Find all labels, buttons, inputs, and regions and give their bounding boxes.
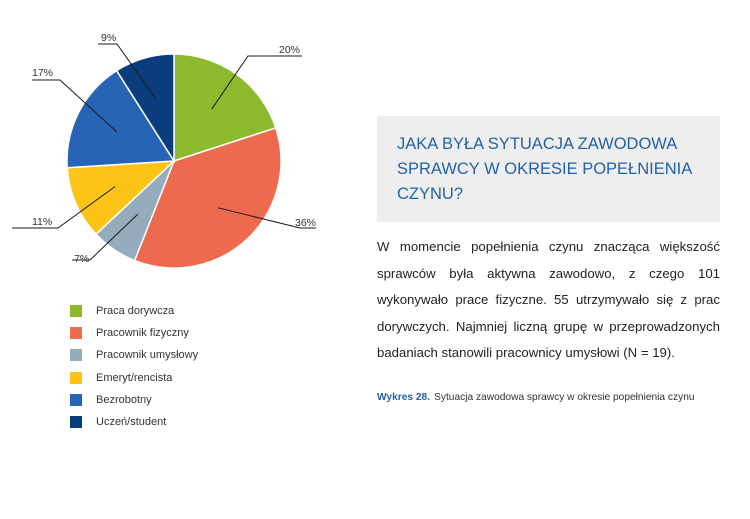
legend-item: [70, 300, 198, 322]
legend-swatch: [70, 327, 82, 339]
legend-swatch: [70, 372, 82, 384]
legend-label: Emeryt/rencista: [96, 371, 173, 384]
slice-value-label: 11%: [32, 216, 53, 228]
legend-swatch: [70, 394, 82, 406]
figure-number: Wykres 28.: [377, 392, 431, 403]
slice-value-label: 9%: [101, 32, 117, 44]
legend-label: Uczeń/student: [96, 416, 167, 429]
legend-item: [70, 344, 198, 366]
section-heading: JAKA BYŁA SYTUACJA ZAWODOWA SPRAWCY W OKRESIE POPEŁNIENIA CZYNU?: [397, 135, 692, 203]
legend-label: Pracownik umysłowy: [96, 349, 199, 362]
pie-chart: [0, 0, 340, 290]
legend-item: [70, 389, 198, 411]
slice-value-label: 36%: [294, 217, 316, 229]
slice-value-label: 17%: [32, 67, 54, 79]
legend-item: [70, 367, 198, 389]
legend-item: [70, 411, 198, 433]
slice-value-label: 7%: [74, 253, 90, 265]
chart-legend: [70, 300, 198, 433]
legend-label: Praca dorywcza: [96, 305, 175, 318]
slice-value-label: 20%: [278, 44, 300, 56]
body-paragraph: W momencie popełnienia czynu znacząca większość sprawców była aktywna zawodowo, z czego 101 wykonywało prace fizyczne. 55 utrzymywało się z prac dorywczych. Najmniej liczną grupę w przeprowadzonych badaniach stanowili pracownicy umysłowi (N = 19).: [377, 239, 720, 360]
legend-swatch: [70, 349, 82, 361]
section-heading-box: [377, 116, 720, 222]
legend-label: Pracownik fizyczny: [96, 327, 189, 340]
legend-label: Bezrobotny: [96, 393, 152, 406]
legend-swatch: [70, 305, 82, 317]
legend-item: [70, 322, 198, 344]
figure-caption-text: Sytuacja zawodowa sprawcy w okresie popełnienia czynu: [434, 392, 695, 403]
figure-caption: [377, 390, 720, 405]
legend-swatch: [70, 416, 82, 428]
